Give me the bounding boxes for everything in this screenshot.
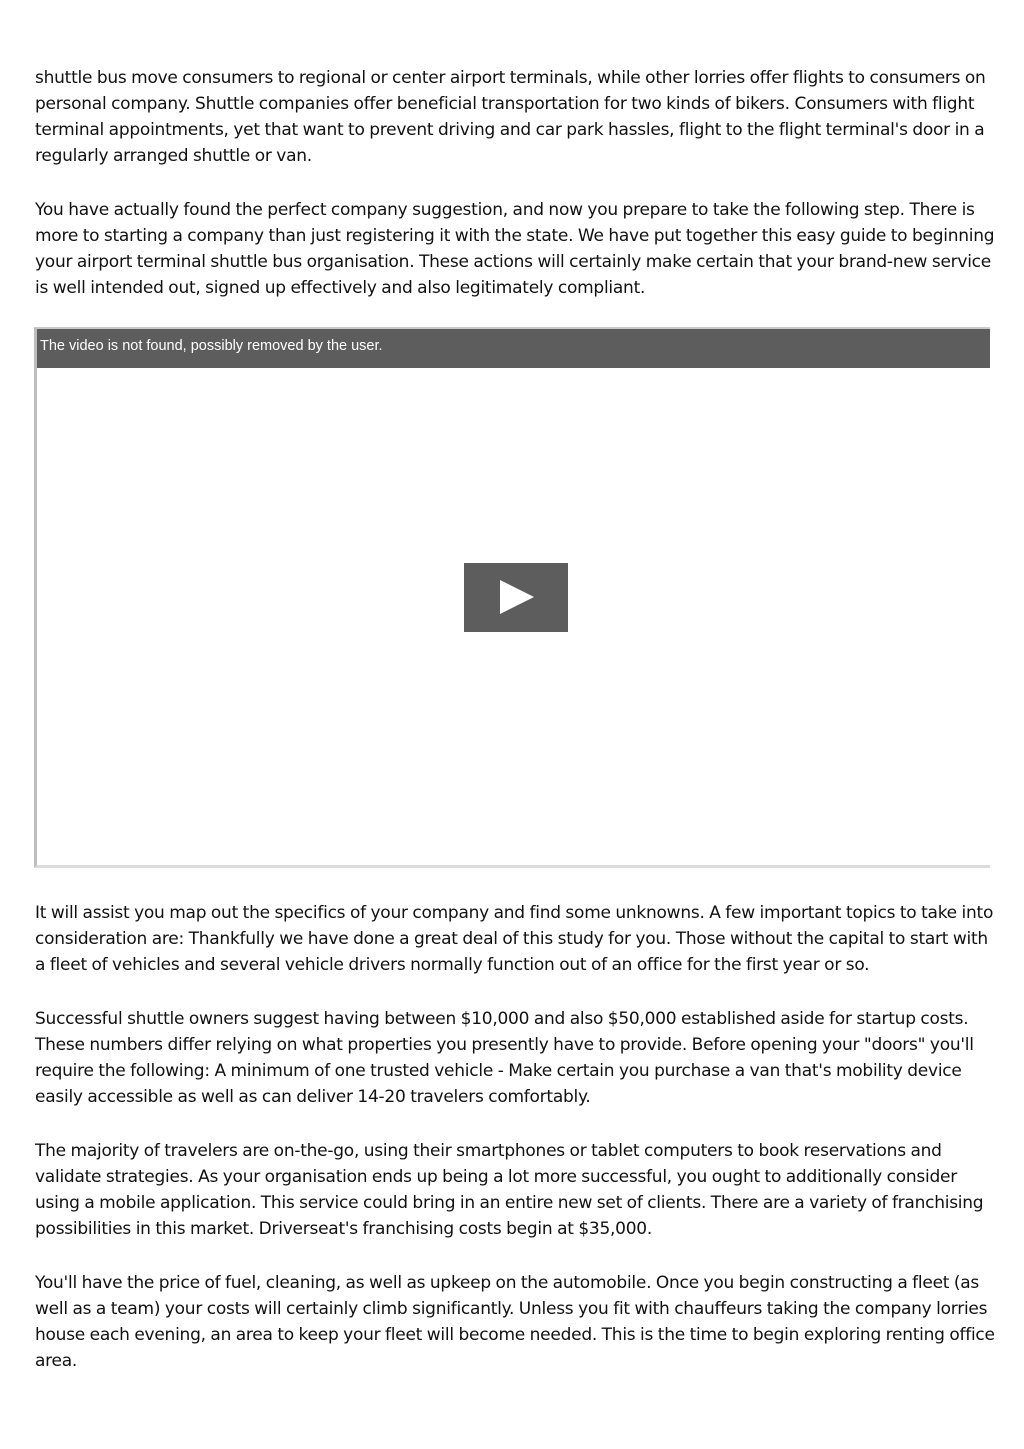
play-icon [500,580,534,614]
paragraph-shuttle-services: shuttle bus move consumers to regional or center airport terminals, while other lorries offer flights to consumers on personal company. Shuttle companies offer beneficial transportation for two kinds of bikers. Consumers with flight terminal appointments, yet that want to prevent driving and car park hassles, flight to the flight terminal's door in a regularly arranged shuttle or van. [35,68,986,166]
paragraph-mobile-app: The majority of travelers are on-the-go, using their smartphones or tablet computers to book reservations and validate strategies. As your organisation ends up being a lot more successful, you ought to additionally consider using a mobile application. This service could bring in an entire new set of clients. There are a variety of franchising possibilities in this market. Driverseat's franchising costs begin at $35,000. [35,1141,984,1239]
play-button[interactable] [464,563,568,632]
paragraph-specifics: It will assist you map out the specifics of your company and find some unknowns. A few important topics to take into consideration are: Thankfully we have done a great deal of this study for you. Those without the capital to start with a fleet of vehicles and several vehicle drivers normally function out of an office for the first year or so. [35,903,994,975]
paragraph-startup-costs: Successful shuttle owners suggest having between $10,000 and also $50,000 established aside for startup costs. These numbers differ relying on what properties you presently have to provide. Before opening your "doors" you'll require the following: A minimum of one trusted vehicle - Make certain you purchase a van that's mobility device easily accessible as well as can deliver 14-20 travelers comfortably. [35,1009,974,1107]
video-not-found-message: The video is not found, possibly removed by the user. [40,338,383,354]
video-title-bar [37,329,990,368]
paragraph-fleet-costs: You'll have the price of fuel, cleaning, as well as upkeep on the automobile. Once you begin constructing a fleet (as well as a team) your costs will certainly climb significantly. Unless you fit with chauffeurs taking the company lorries house each evening, an area to keep your fleet will become needed. This is the time to begin exploring renting office area. [35,1273,995,1371]
video-player[interactable] [34,327,990,868]
paragraph-starting-company: You have actually found the perfect company suggestion, and now you prepare to take the following step. There is more to starting a company than just registering it with the state. We have put together this easy guide to beginning your airport terminal shuttle bus organisation. These actions will certainly make certain that your brand-new service is well intended out, signed up effectively and also legitimately compliant. [35,200,995,298]
